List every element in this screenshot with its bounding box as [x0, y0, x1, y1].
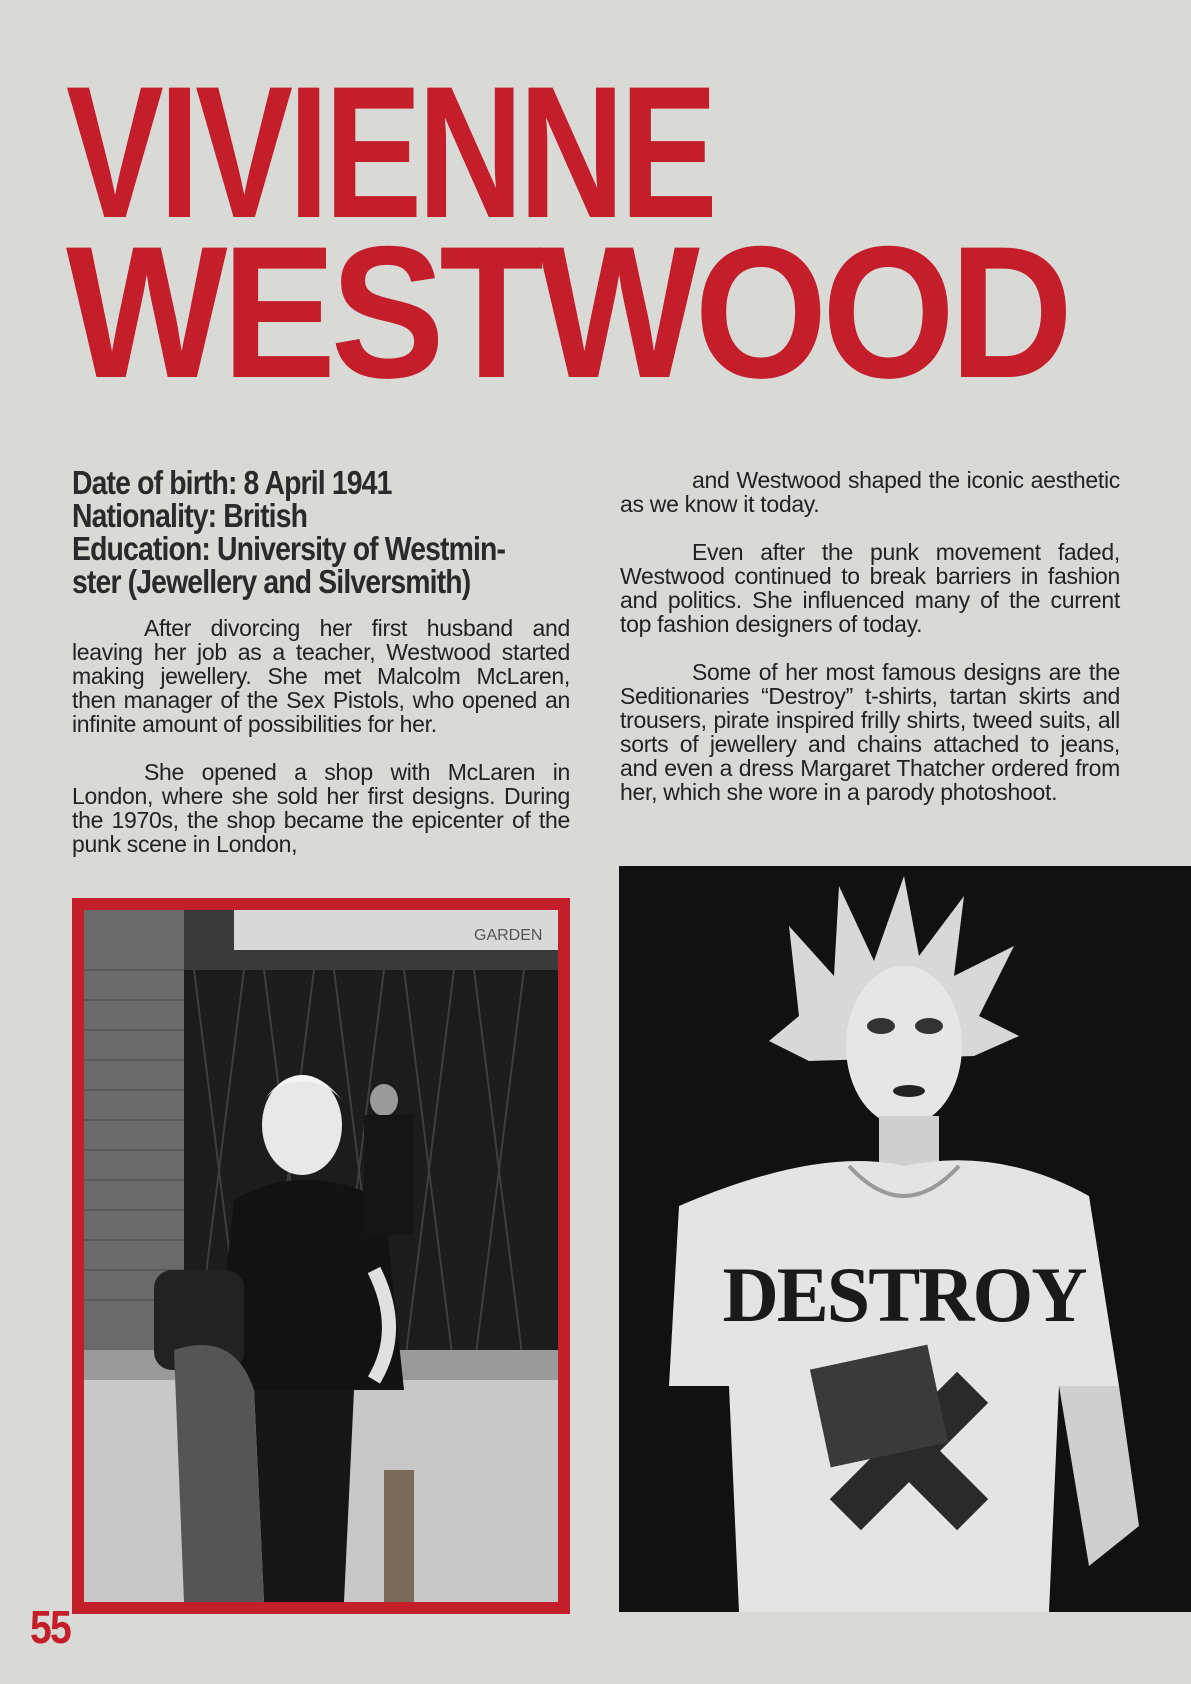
destroy-shirt-illustration: [619, 866, 1191, 1612]
shirt-text: DESTROY: [722, 1251, 1086, 1338]
title-line-2: WESTWOOD: [66, 207, 1068, 417]
title-line-1: VIVIENNE: [66, 47, 714, 257]
street-portrait-photo: [84, 910, 558, 1602]
education-line-2: ster (Jewellery and Silversmith): [72, 563, 471, 600]
fact-box: [72, 466, 572, 598]
paragraph-2: She opened a shop with McLaren in London, where she sold her first designs. During the 1970s, the shop became the epicenter of the punk scene in London,: [72, 759, 570, 857]
nationality: Nationality: British: [72, 497, 308, 534]
shop-sign-text: GARDEN: [474, 927, 543, 944]
paragraph-1: After divorcing her first husband and leaving her job as a teacher, Westwood started making jewellery. She met Malcolm McLaren, then manager of the Sex Pistols, who opened an infinite amount of possibilities for her.: [72, 615, 570, 737]
education-line-1: Education: University of Westmin-: [72, 530, 506, 567]
paragraph-3: and Westwood shaped the iconic aesthetic as we know it today.: [620, 467, 1120, 517]
page-number: 55: [30, 1601, 71, 1653]
destroy-shirt-photo: [619, 866, 1191, 1612]
body-column-left: [72, 616, 570, 880]
paragraph-5: Some of her most famous designs are the Seditionaries “Destroy” t-shirts, tartan skirts and trousers, pirate inspired frilly shirts, tweed suits, all sorts of jewellery and chains attached to jeans, and even a dress Margaret Thatcher ordered from her, which she wore in a parody photoshoot.: [620, 659, 1120, 805]
body-column-right: [620, 468, 1120, 828]
date-of-birth: Date of birth: 8 April 1941: [72, 464, 392, 501]
paragraph-4: Even after the punk movement faded, Westwood continued to break barriers in fashion and politics. She influenced many of the current top fashion designers of today.: [620, 539, 1120, 637]
photo-frame-left: [72, 898, 570, 1614]
street-portrait-illustration: [84, 910, 558, 1602]
